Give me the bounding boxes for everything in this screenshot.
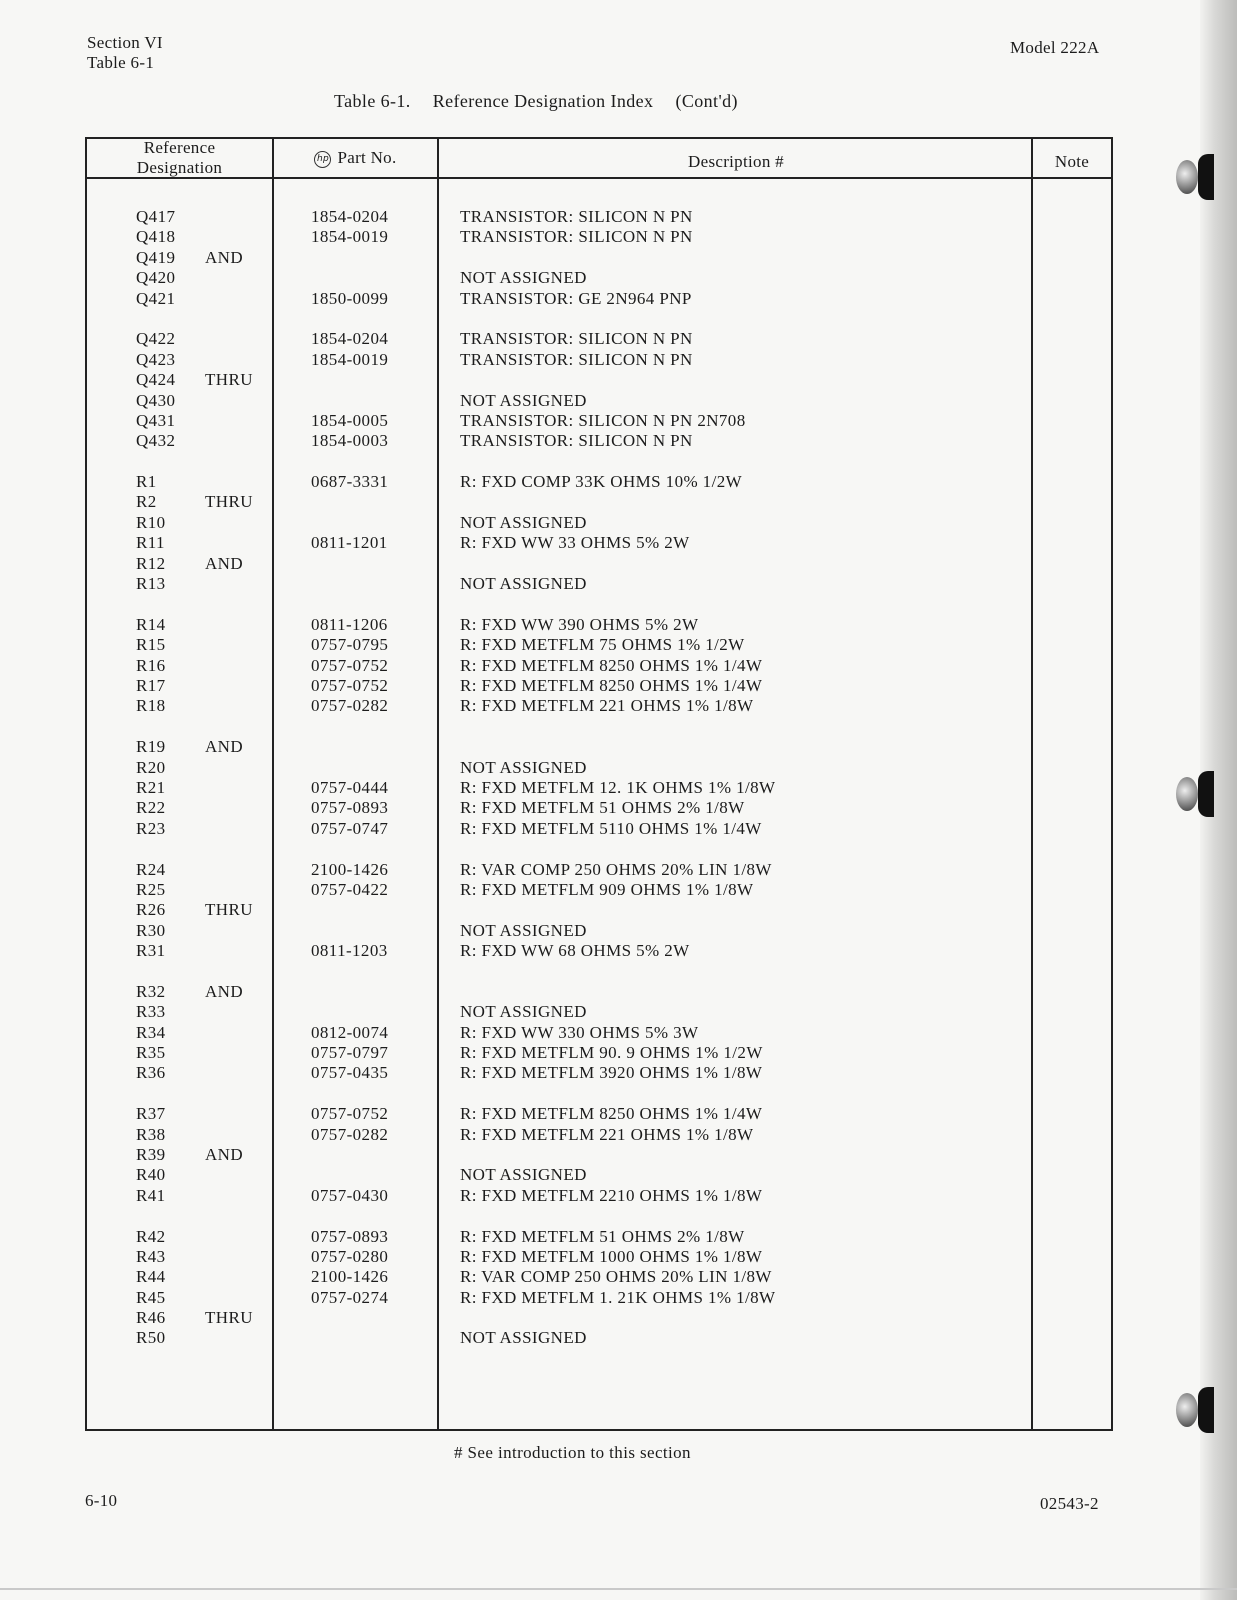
ref-designation: R38 — [136, 1124, 166, 1144]
table-row — [0, 1104, 1237, 1124]
table-row — [0, 248, 1237, 268]
table-row — [0, 391, 1237, 411]
part-number: 1854-0019 — [311, 227, 389, 247]
ref-designation: R12 — [136, 553, 166, 573]
table-row — [0, 1063, 1237, 1083]
table-row — [0, 656, 1237, 676]
table-title-text: Reference Designation Index — [432, 91, 654, 111]
binder-ring-icon — [1176, 771, 1216, 817]
table-row — [0, 370, 1237, 390]
model-label: Model 222A — [1010, 38, 1100, 57]
table-row — [0, 819, 1237, 839]
ref-designation: R43 — [136, 1246, 166, 1266]
ref-designation: R22 — [136, 798, 166, 818]
range-connector: THRU — [205, 1308, 253, 1328]
description: NOT ASSIGNED — [460, 757, 587, 777]
part-number: 0811-1206 — [311, 614, 388, 634]
part-number: 0757-0752 — [311, 675, 389, 695]
part-number: 1854-0204 — [311, 207, 389, 226]
description: TRANSISTOR: SILICON N PN — [460, 227, 693, 247]
hp-logo-icon: hp — [314, 151, 331, 168]
ref-designation: Q417 — [136, 207, 176, 226]
description: R: FXD METFLM 51 OHMS 2% 1/8W — [460, 798, 745, 818]
part-number: 1854-0019 — [311, 349, 389, 369]
binder-ring-icon — [1176, 1387, 1216, 1433]
table-row — [0, 1165, 1237, 1185]
table-row — [0, 696, 1237, 716]
ref-designation: R13 — [136, 574, 166, 594]
table-row — [0, 798, 1237, 818]
ref-designation: R33 — [136, 1002, 166, 1022]
description: R: FXD METFLM 8250 OHMS 1% 1/4W — [460, 655, 763, 675]
ref-designation: R21 — [136, 777, 166, 797]
ref-designation: Q419 — [136, 247, 176, 267]
table-row — [0, 1247, 1237, 1267]
part-number: 2100-1426 — [311, 1267, 389, 1287]
row-spacer — [0, 839, 1237, 859]
row-spacer — [0, 717, 1237, 737]
ref-designation: R11 — [136, 533, 165, 553]
part-number: 0811-1203 — [311, 941, 388, 961]
row-spacer — [0, 452, 1237, 472]
ref-designation: R15 — [136, 635, 166, 655]
row-spacer — [0, 594, 1237, 614]
description: R: FXD WW 33 OHMS 5% 2W — [460, 533, 690, 553]
table-row — [0, 900, 1237, 920]
description: R: FXD METFLM 75 OHMS 1% 1/2W — [460, 635, 745, 655]
table-row — [0, 207, 1237, 227]
range-connector: AND — [205, 247, 244, 267]
part-number: 0757-0752 — [311, 1104, 389, 1124]
range-connector: THRU — [205, 492, 253, 512]
part-number: 0757-0795 — [311, 635, 389, 655]
part-number: 0757-0280 — [311, 1246, 389, 1266]
table-row — [0, 431, 1237, 451]
ref-designation: R10 — [136, 512, 166, 532]
ref-designation: R17 — [136, 675, 166, 695]
part-number: 0757-0274 — [311, 1287, 389, 1307]
table-row — [0, 492, 1237, 512]
description: TRANSISTOR: SILICON N PN — [460, 329, 693, 349]
table-row — [0, 1227, 1237, 1247]
description: R: FXD METFLM 909 OHMS 1% 1/8W — [460, 879, 754, 899]
ref-designation: R41 — [136, 1185, 166, 1205]
part-number: 0757-0893 — [311, 1226, 389, 1246]
description: NOT ASSIGNED — [460, 1002, 587, 1022]
ref-designation: Q421 — [136, 288, 176, 308]
table-row — [0, 778, 1237, 798]
description: TRANSISTOR: GE 2N964 PNP — [460, 288, 692, 308]
ref-designation: R45 — [136, 1287, 166, 1307]
table-row — [0, 533, 1237, 553]
description: R: FXD WW 330 OHMS 5% 3W — [460, 1022, 699, 1042]
row-spacer — [0, 961, 1237, 981]
ref-designation: Q422 — [136, 329, 176, 349]
column-header-part-no — [274, 148, 437, 168]
description: R: FXD METFLM 5110 OHMS 1% 1/4W — [460, 818, 762, 838]
description: R: FXD METFLM 8250 OHMS 1% 1/4W — [460, 1104, 763, 1124]
table-row — [0, 982, 1237, 1002]
table-row — [0, 860, 1237, 880]
part-number: 0757-0282 — [311, 1124, 389, 1144]
description: R: FXD METFLM 1. 21K OHMS 1% 1/8W — [460, 1287, 776, 1307]
binder-ring-icon — [1176, 154, 1216, 200]
page-number: 6-10 — [85, 1491, 118, 1510]
ref-designation: R25 — [136, 879, 166, 899]
ref-designation: R14 — [136, 614, 166, 634]
range-connector: AND — [205, 1144, 244, 1164]
part-number: 0757-0893 — [311, 798, 389, 818]
part-number: 1850-0099 — [311, 288, 389, 308]
range-connector: THRU — [205, 900, 253, 920]
ref-designation: R40 — [136, 1165, 166, 1185]
description: R: VAR COMP 250 OHMS 20% LIN 1/8W — [460, 859, 772, 879]
ref-designation: R2 — [136, 492, 157, 512]
column-header-description: Description # — [688, 152, 784, 171]
table-title — [334, 91, 738, 112]
part-number: 0757-0797 — [311, 1043, 389, 1063]
table-row — [0, 554, 1237, 574]
ref-designation: R34 — [136, 1022, 166, 1042]
description: TRANSISTOR: SILICON N PN — [460, 207, 693, 226]
table-row — [0, 1125, 1237, 1145]
ref-designation: R26 — [136, 900, 166, 920]
ref-designation: Q420 — [136, 268, 176, 288]
table-row — [0, 941, 1237, 961]
part-number: 2100-1426 — [311, 859, 389, 879]
ref-designation: R36 — [136, 1063, 166, 1083]
ref-designation: R24 — [136, 859, 166, 879]
ref-designation: Q418 — [136, 227, 176, 247]
ref-designation: R23 — [136, 818, 166, 838]
table-body — [0, 207, 1237, 1349]
part-number: 0757-0747 — [311, 818, 389, 838]
table-row — [0, 350, 1237, 370]
description: R: FXD METFLM 221 OHMS 1% 1/8W — [460, 1124, 754, 1144]
row-spacer — [0, 1084, 1237, 1104]
table-row — [0, 1043, 1237, 1063]
table-row — [0, 1328, 1237, 1348]
description: R: FXD METFLM 3920 OHMS 1% 1/8W — [460, 1063, 763, 1083]
range-connector: AND — [205, 737, 244, 757]
ref-designation: R30 — [136, 920, 166, 940]
part-number: 0757-0422 — [311, 879, 389, 899]
range-connector: AND — [205, 553, 244, 573]
description: R: FXD METFLM 221 OHMS 1% 1/8W — [460, 696, 754, 716]
part-number: 0757-0430 — [311, 1185, 389, 1205]
ref-designation: Q431 — [136, 410, 176, 430]
part-number: 0757-0282 — [311, 696, 389, 716]
table-row — [0, 1145, 1237, 1165]
column-header-reference-line2: Designation — [136, 158, 223, 177]
table-row — [0, 676, 1237, 696]
footnote: # See introduction to this section — [454, 1443, 691, 1462]
row-spacer — [0, 309, 1237, 329]
table-title-cont: (Cont'd) — [675, 91, 738, 111]
section-header — [87, 33, 163, 73]
ref-designation: R1 — [136, 472, 157, 492]
section-label: Section VI — [87, 33, 163, 52]
table-row — [0, 411, 1237, 431]
table-row — [0, 921, 1237, 941]
table-row — [0, 574, 1237, 594]
column-header-note: Note — [1054, 152, 1090, 171]
table-row — [0, 289, 1237, 309]
part-number: 1854-0204 — [311, 329, 389, 349]
part-number: 0811-1201 — [311, 533, 388, 553]
ref-designation: R42 — [136, 1226, 166, 1246]
ref-designation: Q432 — [136, 431, 176, 451]
table-row — [0, 615, 1237, 635]
description: R: FXD METFLM 51 OHMS 2% 1/8W — [460, 1226, 745, 1246]
table-row — [0, 513, 1237, 533]
description: R: FXD WW 68 OHMS 5% 2W — [460, 941, 690, 961]
ref-designation: R32 — [136, 981, 166, 1001]
ref-designation: R20 — [136, 757, 166, 777]
table-row — [0, 880, 1237, 900]
table-row — [0, 1023, 1237, 1043]
table-row — [0, 635, 1237, 655]
description: NOT ASSIGNED — [460, 1328, 587, 1348]
table-row — [0, 329, 1237, 349]
description: R: FXD WW 390 OHMS 5% 2W — [460, 614, 699, 634]
description: TRANSISTOR: SILICON N PN 2N708 — [460, 410, 746, 430]
part-number: 1854-0003 — [311, 431, 389, 451]
description: R: FXD METFLM 12. 1K OHMS 1% 1/8W — [460, 777, 776, 797]
table-row — [0, 758, 1237, 778]
description: NOT ASSIGNED — [460, 1165, 587, 1185]
description: NOT ASSIGNED — [460, 574, 587, 594]
table-row — [0, 1186, 1237, 1206]
column-header-part-label: Part No. — [337, 148, 397, 167]
part-number: 1854-0005 — [311, 410, 389, 430]
table-row — [0, 1308, 1237, 1328]
ref-designation: R35 — [136, 1043, 166, 1063]
ref-designation: Q424 — [136, 370, 176, 390]
description: NOT ASSIGNED — [460, 512, 587, 532]
ref-designation: R16 — [136, 655, 166, 675]
ref-designation: Q430 — [136, 390, 176, 410]
ref-designation: R44 — [136, 1267, 166, 1287]
description: R: FXD COMP 33K OHMS 10% 1/2W — [460, 472, 743, 492]
ref-designation: R46 — [136, 1308, 166, 1328]
part-number: 0687-3331 — [311, 472, 389, 492]
part-number: 0757-0444 — [311, 777, 389, 797]
column-header-reference — [87, 138, 272, 178]
table-title-label: Table 6-1. — [334, 91, 411, 111]
part-number: 0757-0752 — [311, 655, 389, 675]
table-row — [0, 1267, 1237, 1287]
range-connector: THRU — [205, 370, 253, 390]
description: R: FXD METFLM 2210 OHMS 1% 1/8W — [460, 1185, 763, 1205]
page-edge-line — [0, 1588, 1237, 1590]
ref-designation: R50 — [136, 1328, 166, 1348]
ref-designation: R19 — [136, 737, 166, 757]
ref-designation: R39 — [136, 1144, 166, 1164]
ref-designation: Q423 — [136, 349, 176, 369]
range-connector: AND — [205, 981, 244, 1001]
description: NOT ASSIGNED — [460, 920, 587, 940]
description: R: FXD METFLM 1000 OHMS 1% 1/8W — [460, 1246, 763, 1266]
description: R: VAR COMP 250 OHMS 20% LIN 1/8W — [460, 1267, 772, 1287]
table-row — [0, 1288, 1237, 1308]
table-row — [0, 227, 1237, 247]
description: NOT ASSIGNED — [460, 268, 587, 288]
ref-designation: R18 — [136, 696, 166, 716]
column-header-reference-line1: Reference — [143, 138, 216, 157]
table-row — [0, 268, 1237, 288]
description: R: FXD METFLM 90. 9 OHMS 1% 1/2W — [460, 1043, 763, 1063]
part-number: 0757-0435 — [311, 1063, 389, 1083]
ref-designation: R37 — [136, 1104, 166, 1124]
ref-designation: R31 — [136, 941, 166, 961]
document-number: 02543-2 — [1040, 1494, 1099, 1513]
description: TRANSISTOR: SILICON N PN — [460, 431, 693, 451]
description: NOT ASSIGNED — [460, 390, 587, 410]
table-row — [0, 472, 1237, 492]
table-row — [0, 737, 1237, 757]
row-spacer — [0, 1206, 1237, 1226]
table-ref-label: Table 6-1 — [87, 53, 155, 72]
table-row — [0, 1002, 1237, 1022]
description: TRANSISTOR: SILICON N PN — [460, 349, 693, 369]
description: R: FXD METFLM 8250 OHMS 1% 1/4W — [460, 675, 763, 695]
part-number: 0812-0074 — [311, 1022, 389, 1042]
